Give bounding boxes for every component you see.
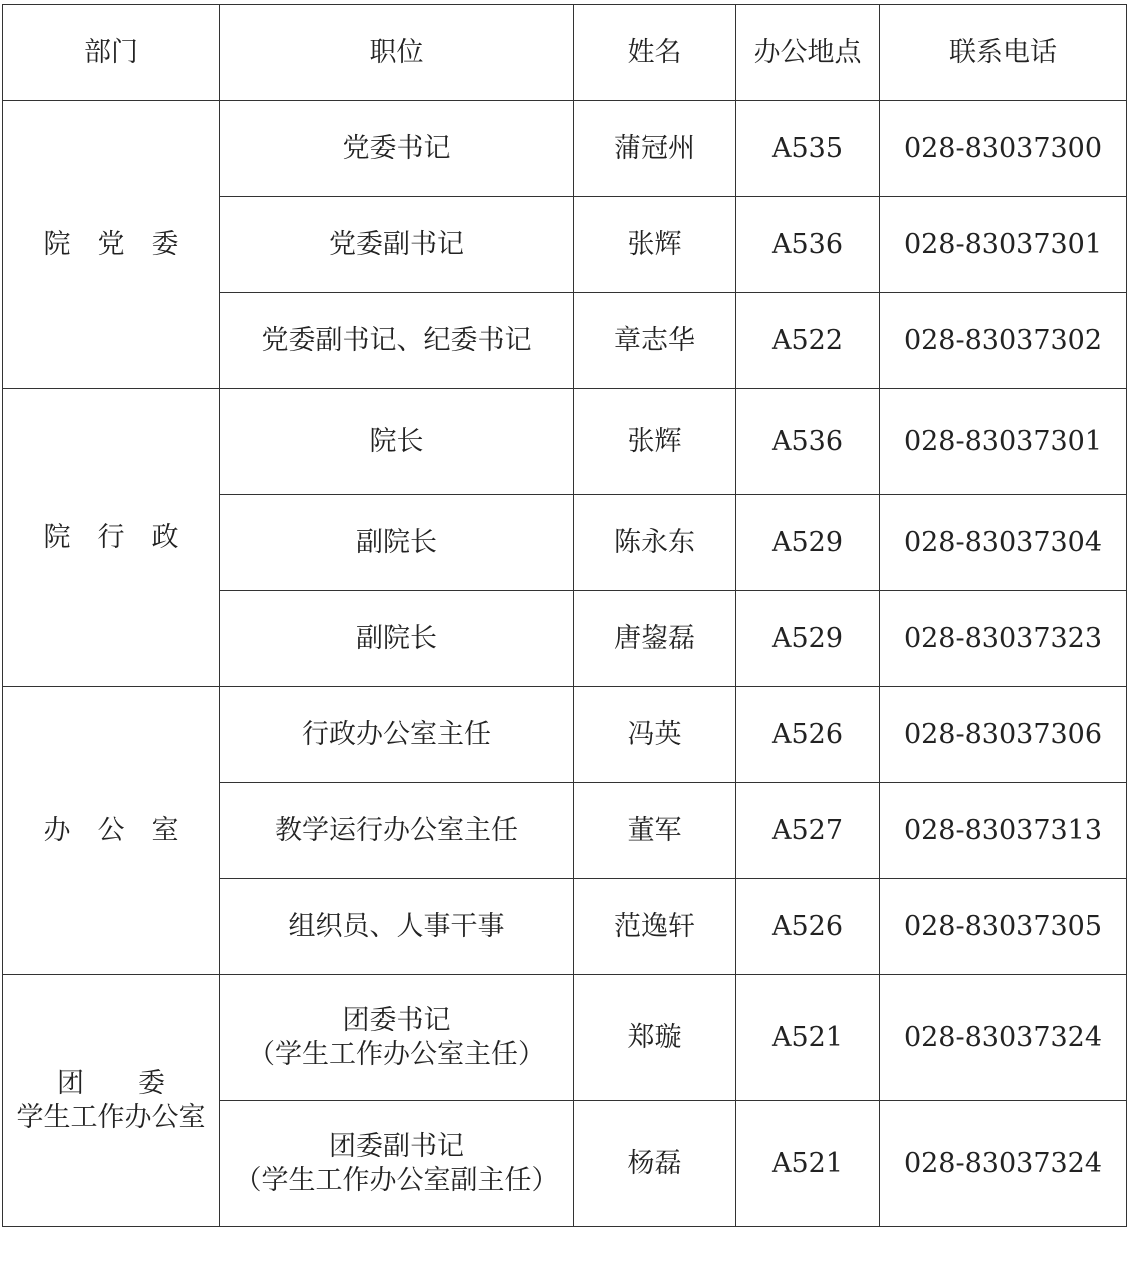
position-line2: （学生工作办公室副主任） [234,1164,559,1196]
header-row [3,5,1127,101]
name-cell: 张辉 [574,197,736,293]
table-row [3,687,1127,783]
office-cell: A526 [736,879,880,975]
department-line2: 学生工作办公室 [16,1101,206,1133]
position-cell: 组织员、人事干事 [220,879,574,975]
position-line2: （学生工作办公室主任） [248,1038,545,1070]
table-row [3,389,1127,495]
name-cell: 杨磊 [574,1101,736,1227]
name-cell: 陈永东 [574,495,736,591]
office-cell: A521 [736,1101,880,1227]
department-line1: 团 委 [57,1067,165,1099]
contact-table [2,4,1127,1227]
position-cell: 党委书记 [220,101,574,197]
name-cell: 冯英 [574,687,736,783]
phone-cell: 028-83037301 [880,389,1127,495]
name-cell: 唐鋆磊 [574,591,736,687]
phone-cell: 028-83037305 [880,879,1127,975]
position-cell: 副院长 [220,591,574,687]
name-cell: 张辉 [574,389,736,495]
position-line1: 团委副书记 [329,1130,464,1162]
office-cell: A529 [736,495,880,591]
office-cell: A536 [736,197,880,293]
department-cell: 院 党 委 [3,101,220,389]
position-cell: 教学运行办公室主任 [220,783,574,879]
office-cell: A535 [736,101,880,197]
header-phone: 联系电话 [880,5,1127,101]
header-position: 职位 [220,5,574,101]
header-department: 部门 [3,5,220,101]
phone-cell: 028-83037313 [880,783,1127,879]
office-cell: A526 [736,687,880,783]
position-cell: 院长 [220,389,574,495]
position-cell: 行政办公室主任 [220,687,574,783]
department-cell: 办 公 室 [3,687,220,975]
position-line1: 团委书记 [342,1004,451,1036]
phone-cell: 028-83037324 [880,1101,1127,1227]
phone-cell: 028-83037302 [880,293,1127,389]
position-cell: 党委副书记、纪委书记 [220,293,574,389]
office-cell: A521 [736,975,880,1101]
phone-cell: 028-83037306 [880,687,1127,783]
office-cell: A536 [736,389,880,495]
position-cell [220,1101,574,1227]
name-cell: 蒲冠州 [574,101,736,197]
header-name: 姓名 [574,5,736,101]
name-cell: 章志华 [574,293,736,389]
phone-cell: 028-83037301 [880,197,1127,293]
phone-cell: 028-83037324 [880,975,1127,1101]
name-cell: 郑璇 [574,975,736,1101]
department-cell [3,975,220,1227]
department-cell: 院 行 政 [3,389,220,687]
phone-cell: 028-83037304 [880,495,1127,591]
name-cell: 范逸轩 [574,879,736,975]
phone-cell: 028-83037323 [880,591,1127,687]
office-cell: A522 [736,293,880,389]
position-cell [220,975,574,1101]
table-row [3,975,1127,1101]
position-cell: 党委副书记 [220,197,574,293]
position-cell: 副院长 [220,495,574,591]
table-row [3,101,1127,197]
header-office: 办公地点 [736,5,880,101]
office-cell: A529 [736,591,880,687]
office-cell: A527 [736,783,880,879]
name-cell: 董军 [574,783,736,879]
phone-cell: 028-83037300 [880,101,1127,197]
